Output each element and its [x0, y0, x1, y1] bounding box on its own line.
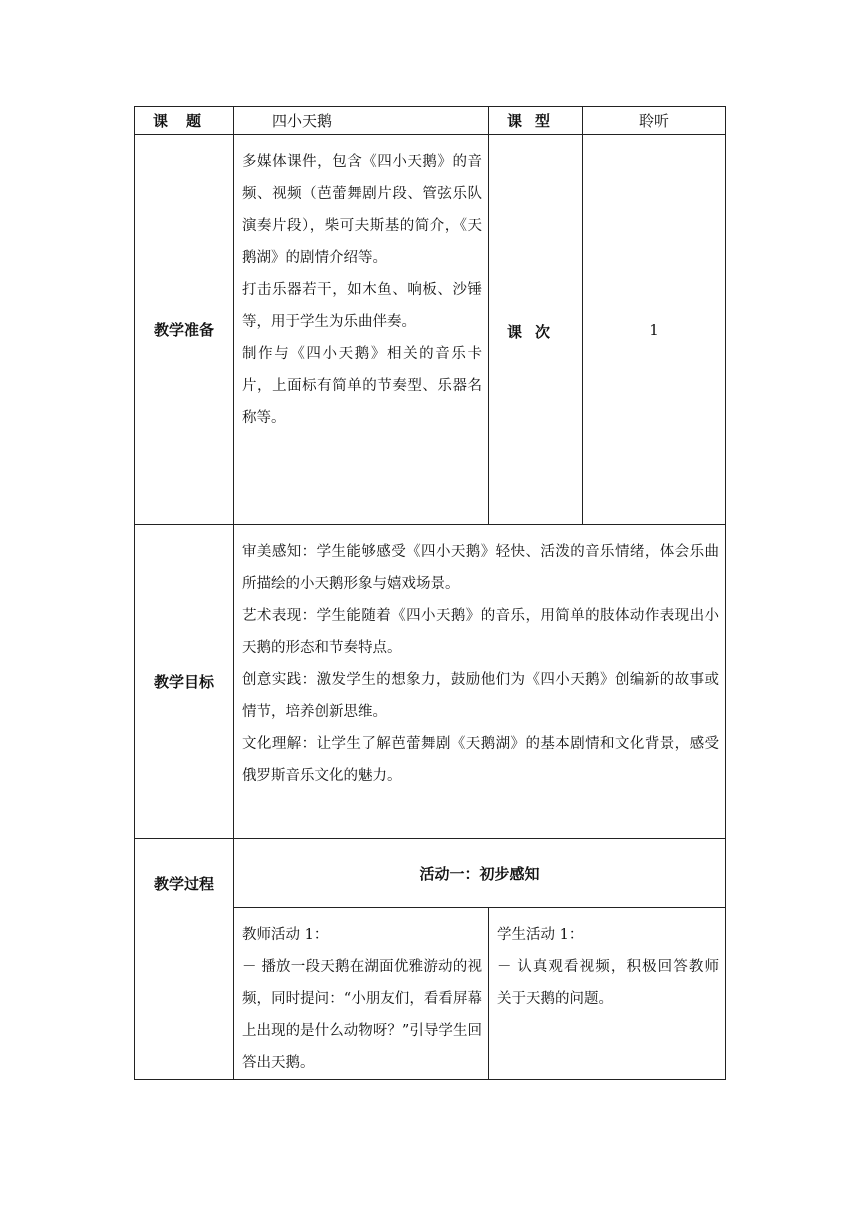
topic-label: 课 题 [135, 107, 234, 135]
goals-label: 教学目标 [135, 525, 234, 839]
prep-label: 教学准备 [135, 135, 234, 525]
goals-content [234, 525, 726, 839]
prep-paragraph: 制作与《四小天鹅》相关的音乐卡片，上面标有简单的节奏型、乐器名称等。 [242, 346, 482, 426]
type-label: 课 型 [489, 107, 583, 135]
student-activity-text: － 认真观看视频，积极回答教师关于天鹅的问题。 [497, 959, 719, 1007]
lesson-value: 1 [583, 135, 726, 525]
type-value: 聆听 [583, 107, 726, 135]
goal-paragraph: 创意实践：激发学生的想象力，鼓励他们为《四小天鹅》创编新的故事或情节，培养创新思维。 [242, 672, 719, 720]
header-row [135, 107, 726, 135]
prep-content [234, 135, 489, 525]
student-activity-heading: 学生活动 1： [497, 927, 584, 943]
topic-value: 四小天鹅 [234, 107, 489, 135]
process-label: 教学过程 [135, 839, 234, 1080]
process-row [135, 839, 726, 908]
teacher-activity [234, 908, 489, 1080]
prep-paragraph: 多媒体课件，包含《四小天鹅》的音频、视频（芭蕾舞剧片段、管弦乐队演奏片段），柴可夫斯基的简介，《天鹅湖》的剧情介绍等。 [242, 154, 482, 266]
goals-row [135, 525, 726, 839]
activity-title: 活动一：初步感知 [234, 839, 726, 908]
teacher-activity-heading: 教师活动 1： [242, 927, 329, 943]
student-activity [489, 908, 726, 1080]
goal-paragraph: 艺术表现：学生能随着《四小天鹅》的音乐，用简单的肢体动作表现出小天鹅的形态和节奏特点。 [242, 608, 719, 656]
teacher-activity-text: － 播放一段天鹅在湖面优雅游动的视频，同时提问：“小朋友们，看看屏幕上出现的是什么动物呀？”引导学生回答出天鹅。 [242, 959, 482, 1071]
lesson-plan-table [134, 106, 726, 1080]
lesson-label: 课 次 [489, 135, 583, 525]
prep-row [135, 135, 726, 525]
goal-paragraph: 审美感知：学生能够感受《四小天鹅》轻快、活泼的音乐情绪，体会乐曲所描绘的小天鹅形象与嬉戏场景。 [242, 544, 719, 592]
prep-paragraph: 打击乐器若干，如木鱼、响板、沙锤等，用于学生为乐曲伴奏。 [242, 282, 482, 330]
goal-paragraph: 文化理解：让学生了解芭蕾舞剧《天鹅湖》的基本剧情和文化背景，感受俄罗斯音乐文化的魅力。 [242, 736, 719, 784]
